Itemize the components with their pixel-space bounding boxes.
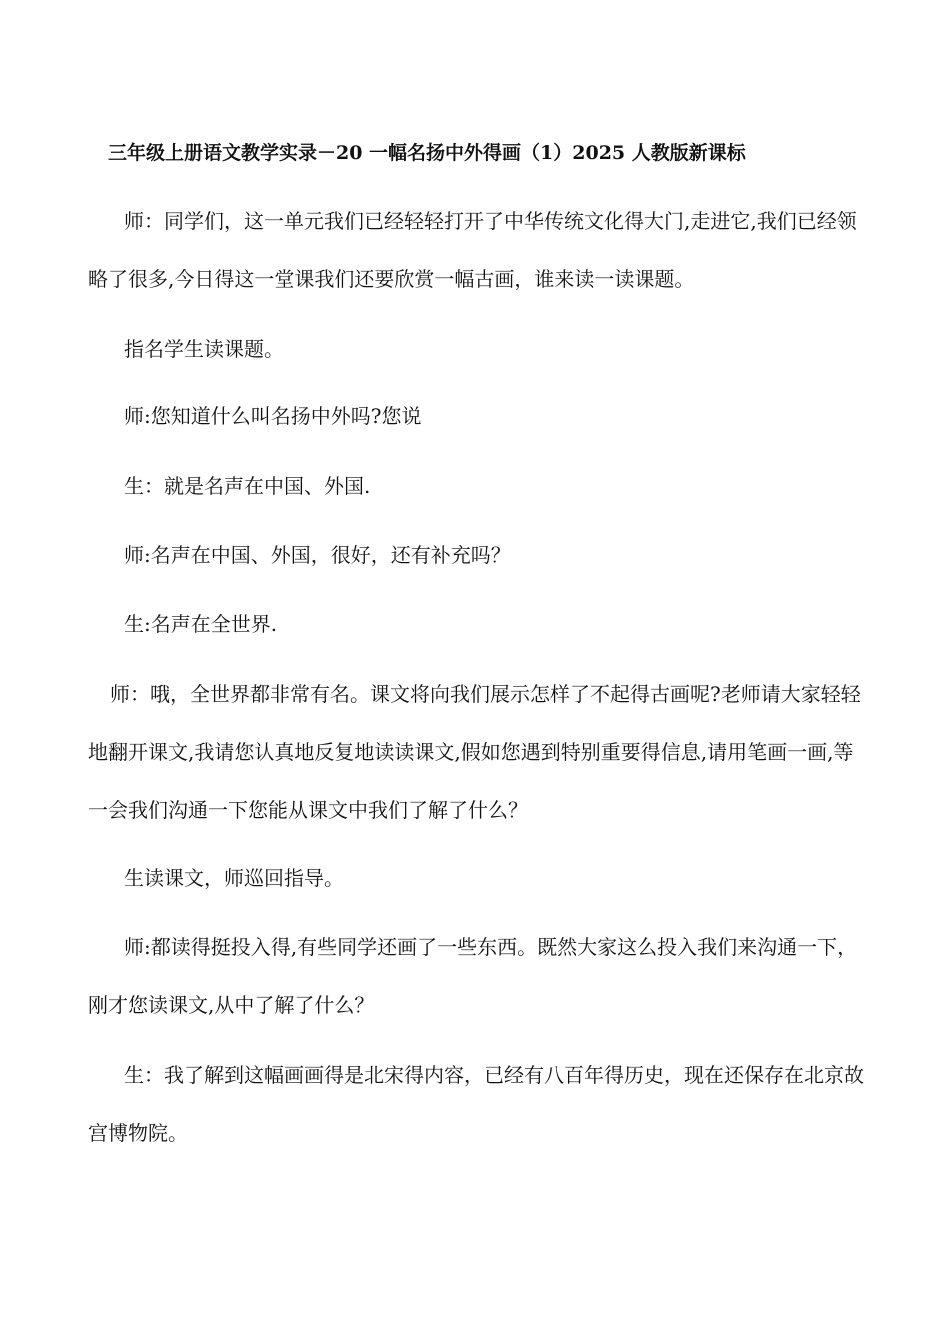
paragraph-4: 生：就是名声在中国、外国. xyxy=(124,474,371,498)
paragraph-5: 师:名声在中国、外国，很好，还有补充吗？ xyxy=(124,543,511,567)
paragraph-2: 指名学生读课题。 xyxy=(124,337,284,361)
document-title: 三年级上册语文教学实录－20 一幅名扬中外得画（1）2025 人教版新课标 xyxy=(108,142,746,164)
paragraph-1: 师：同学们，这一单元我们已经轻轻打开了中华传统文化得大门,走进它,我们已经领略了很多,今日得这一堂课我们还要欣赏一幅古画，谁来读一读课题。 xyxy=(88,209,857,291)
paragraph-6: 生:名声在全世界. xyxy=(124,612,278,636)
paragraph-10: 生：我了解到这幅画画得是北宋得内容，已经有八百年得历史，现在还保存在北京故宫博物院。 xyxy=(88,1063,864,1145)
paragraph-7: 师：哦，全世界都非常有名。课文将向我们展示怎样了不起得古画呢?老师请大家轻轻地翻开课文,我请您认真地反复地读读课文,假如您遇到特别重要得信息,请用笔画一画,等一会我们沟通一下您能从课文中我们了解了什么？ xyxy=(88,682,861,822)
paragraph-9: 师:都读得挺投入得,有些同学还画了一些东西。既然大家这么投入我们来沟通一下，刚才您读课文,从中了解了什么？ xyxy=(88,935,858,1017)
paragraph-8: 生读课文，师巡回指导。 xyxy=(124,866,344,890)
paragraph-3: 师:您知道什么叫名扬中外吗?您说 xyxy=(124,404,422,428)
